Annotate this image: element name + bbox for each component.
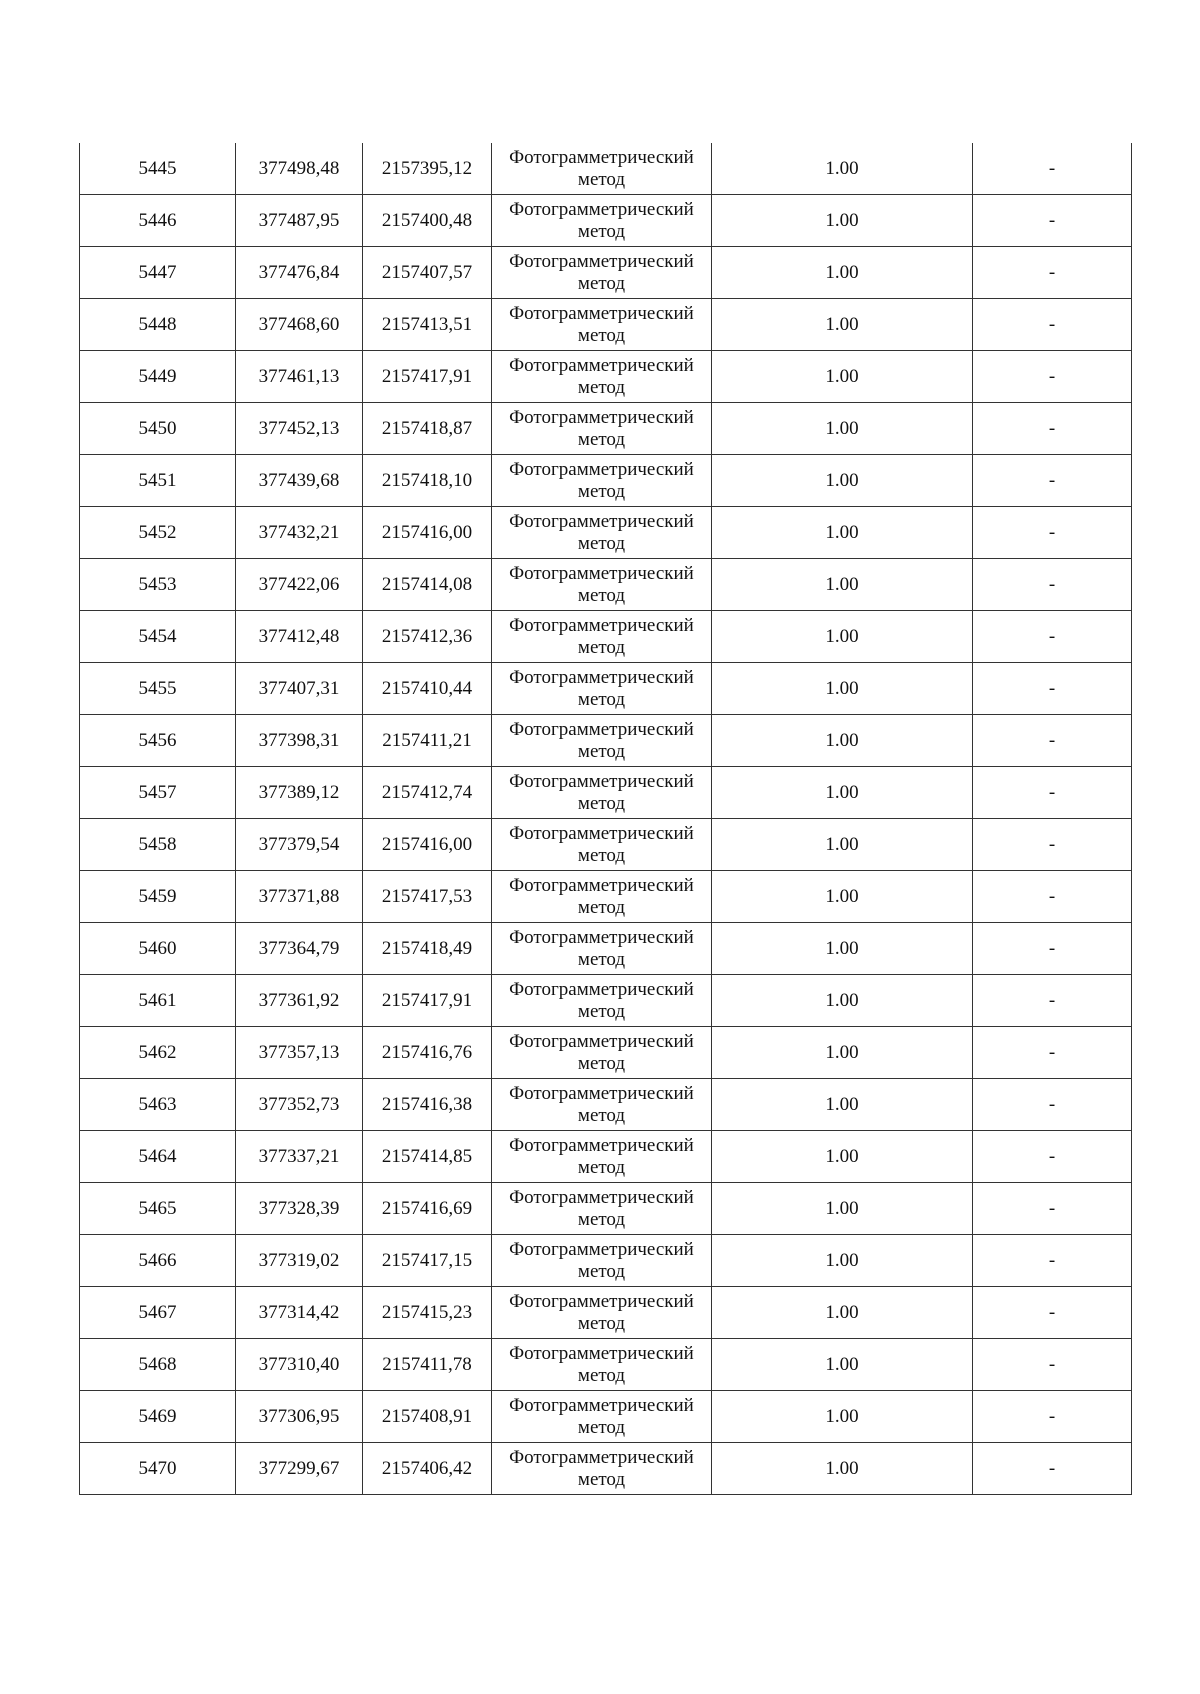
- y-coordinate-cell: 2157410,44: [363, 663, 492, 715]
- x-coordinate-cell: 377432,21: [236, 507, 363, 559]
- table-row: [80, 611, 1132, 663]
- table-row: [80, 663, 1132, 715]
- method-line2: метод: [577, 740, 626, 762]
- table-row: [80, 871, 1132, 923]
- method-line2: метод: [577, 532, 626, 554]
- table-row: [80, 767, 1132, 819]
- point-number-cell: 5455: [80, 663, 236, 715]
- method-line1: Фотограмметрический: [509, 1082, 694, 1104]
- x-coordinate-cell: 377468,60: [236, 299, 363, 351]
- method-cell: [492, 715, 712, 767]
- method-line1: Фотограмметрический: [509, 614, 694, 636]
- description-cell: -: [973, 923, 1132, 975]
- method-line1: Фотограмметрический: [509, 978, 694, 1000]
- method-cell: [492, 403, 712, 455]
- method-cell: [492, 975, 712, 1027]
- point-number-cell: 5463: [80, 1079, 236, 1131]
- point-number-cell: 5448: [80, 299, 236, 351]
- method-cell: [492, 299, 712, 351]
- method-line2: метод: [577, 948, 626, 970]
- method-line1: Фотограмметрический: [509, 562, 694, 584]
- table-row: [80, 1391, 1132, 1443]
- table-row: [80, 1027, 1132, 1079]
- method-line2: метод: [577, 636, 626, 658]
- accuracy-cell: 1.00: [712, 923, 973, 975]
- method-line1: Фотограмметрический: [509, 198, 694, 220]
- table-row: [80, 1339, 1132, 1391]
- description-cell: -: [973, 403, 1132, 455]
- method-line2: метод: [577, 480, 626, 502]
- accuracy-cell: 1.00: [712, 403, 973, 455]
- point-number-cell: 5445: [80, 143, 236, 195]
- accuracy-cell: 1.00: [712, 1131, 973, 1183]
- method-line2: метод: [577, 1156, 626, 1178]
- description-cell: -: [973, 715, 1132, 767]
- method-line1: Фотограмметрический: [509, 1134, 694, 1156]
- accuracy-cell: 1.00: [712, 1339, 973, 1391]
- table-row: [80, 351, 1132, 403]
- method-line1: Фотограмметрический: [509, 1030, 694, 1052]
- accuracy-cell: 1.00: [712, 299, 973, 351]
- y-coordinate-cell: 2157417,91: [363, 975, 492, 1027]
- accuracy-cell: 1.00: [712, 455, 973, 507]
- method-line1: Фотограмметрический: [509, 1446, 694, 1468]
- y-coordinate-cell: 2157416,00: [363, 819, 492, 871]
- y-coordinate-cell: 2157408,91: [363, 1391, 492, 1443]
- x-coordinate-cell: 377398,31: [236, 715, 363, 767]
- x-coordinate-cell: 377439,68: [236, 455, 363, 507]
- method-line1: Фотограмметрический: [509, 1394, 694, 1416]
- x-coordinate-cell: 377361,92: [236, 975, 363, 1027]
- point-number-cell: 5452: [80, 507, 236, 559]
- description-cell: -: [973, 351, 1132, 403]
- table-row: [80, 1235, 1132, 1287]
- method-line2: метод: [577, 1416, 626, 1438]
- point-number-cell: 5461: [80, 975, 236, 1027]
- y-coordinate-cell: 2157416,76: [363, 1027, 492, 1079]
- x-coordinate-cell: 377357,13: [236, 1027, 363, 1079]
- method-line2: метод: [577, 220, 626, 242]
- method-line1: Фотограмметрический: [509, 406, 694, 428]
- y-coordinate-cell: 2157407,57: [363, 247, 492, 299]
- method-line1: Фотограмметрический: [509, 926, 694, 948]
- x-coordinate-cell: 377337,21: [236, 1131, 363, 1183]
- description-cell: -: [973, 299, 1132, 351]
- method-line1: Фотограмметрический: [509, 146, 694, 168]
- x-coordinate-cell: 377461,13: [236, 351, 363, 403]
- method-line2: метод: [577, 1260, 626, 1282]
- accuracy-cell: 1.00: [712, 351, 973, 403]
- accuracy-cell: 1.00: [712, 1391, 973, 1443]
- point-number-cell: 5450: [80, 403, 236, 455]
- method-line1: Фотограмметрический: [509, 1290, 694, 1312]
- description-cell: -: [973, 663, 1132, 715]
- point-number-cell: 5447: [80, 247, 236, 299]
- y-coordinate-cell: 2157417,91: [363, 351, 492, 403]
- method-line2: метод: [577, 1208, 626, 1230]
- accuracy-cell: 1.00: [712, 1183, 973, 1235]
- point-number-cell: 5446: [80, 195, 236, 247]
- method-line2: метод: [577, 1000, 626, 1022]
- x-coordinate-cell: 377306,95: [236, 1391, 363, 1443]
- y-coordinate-cell: 2157400,48: [363, 195, 492, 247]
- y-coordinate-cell: 2157416,69: [363, 1183, 492, 1235]
- x-coordinate-cell: 377352,73: [236, 1079, 363, 1131]
- description-cell: -: [973, 507, 1132, 559]
- point-number-cell: 5458: [80, 819, 236, 871]
- method-line1: Фотограмметрический: [509, 1238, 694, 1260]
- point-number-cell: 5470: [80, 1443, 236, 1495]
- table-row: [80, 1079, 1132, 1131]
- method-cell: [492, 663, 712, 715]
- accuracy-cell: 1.00: [712, 611, 973, 663]
- table-row: [80, 143, 1132, 195]
- point-number-cell: 5466: [80, 1235, 236, 1287]
- accuracy-cell: 1.00: [712, 819, 973, 871]
- method-line2: метод: [577, 272, 626, 294]
- x-coordinate-cell: 377389,12: [236, 767, 363, 819]
- description-cell: -: [973, 143, 1132, 195]
- accuracy-cell: 1.00: [712, 1235, 973, 1287]
- point-number-cell: 5469: [80, 1391, 236, 1443]
- table-row: [80, 1287, 1132, 1339]
- table-row: [80, 819, 1132, 871]
- method-line2: метод: [577, 1364, 626, 1386]
- method-cell: [492, 195, 712, 247]
- y-coordinate-cell: 2157414,85: [363, 1131, 492, 1183]
- table-row: [80, 299, 1132, 351]
- description-cell: -: [973, 455, 1132, 507]
- y-coordinate-cell: 2157414,08: [363, 559, 492, 611]
- accuracy-cell: 1.00: [712, 195, 973, 247]
- method-cell: [492, 455, 712, 507]
- description-cell: -: [973, 1287, 1132, 1339]
- y-coordinate-cell: 2157413,51: [363, 299, 492, 351]
- method-line1: Фотограмметрический: [509, 770, 694, 792]
- accuracy-cell: 1.00: [712, 507, 973, 559]
- description-cell: -: [973, 559, 1132, 611]
- method-line2: метод: [577, 792, 626, 814]
- point-number-cell: 5464: [80, 1131, 236, 1183]
- description-cell: -: [973, 1235, 1132, 1287]
- description-cell: -: [973, 975, 1132, 1027]
- method-line2: метод: [577, 428, 626, 450]
- accuracy-cell: 1.00: [712, 975, 973, 1027]
- table-row: [80, 559, 1132, 611]
- table-row: [80, 195, 1132, 247]
- y-coordinate-cell: 2157395,12: [363, 143, 492, 195]
- method-line1: Фотограмметрический: [509, 718, 694, 740]
- accuracy-cell: 1.00: [712, 559, 973, 611]
- table-row: [80, 1131, 1132, 1183]
- method-line1: Фотограмметрический: [509, 822, 694, 844]
- point-number-cell: 5453: [80, 559, 236, 611]
- method-line1: Фотограмметрический: [509, 354, 694, 376]
- x-coordinate-cell: 377319,02: [236, 1235, 363, 1287]
- method-line2: метод: [577, 1312, 626, 1334]
- accuracy-cell: 1.00: [712, 715, 973, 767]
- y-coordinate-cell: 2157415,23: [363, 1287, 492, 1339]
- accuracy-cell: 1.00: [712, 1287, 973, 1339]
- x-coordinate-cell: 377379,54: [236, 819, 363, 871]
- y-coordinate-cell: 2157411,21: [363, 715, 492, 767]
- method-cell: [492, 1287, 712, 1339]
- x-coordinate-cell: 377476,84: [236, 247, 363, 299]
- description-cell: -: [973, 195, 1132, 247]
- table-row: [80, 975, 1132, 1027]
- accuracy-cell: 1.00: [712, 247, 973, 299]
- method-cell: [492, 767, 712, 819]
- method-line2: метод: [577, 376, 626, 398]
- x-coordinate-cell: 377364,79: [236, 923, 363, 975]
- table-row: [80, 923, 1132, 975]
- point-number-cell: 5456: [80, 715, 236, 767]
- y-coordinate-cell: 2157416,38: [363, 1079, 492, 1131]
- x-coordinate-cell: 377422,06: [236, 559, 363, 611]
- point-number-cell: 5460: [80, 923, 236, 975]
- x-coordinate-cell: 377328,39: [236, 1183, 363, 1235]
- point-number-cell: 5449: [80, 351, 236, 403]
- method-line1: Фотограмметрический: [509, 1186, 694, 1208]
- method-cell: [492, 507, 712, 559]
- method-cell: [492, 1443, 712, 1495]
- method-line2: метод: [577, 584, 626, 606]
- x-coordinate-cell: 377310,40: [236, 1339, 363, 1391]
- description-cell: -: [973, 819, 1132, 871]
- point-number-cell: 5451: [80, 455, 236, 507]
- table-row: [80, 1183, 1132, 1235]
- method-cell: [492, 1235, 712, 1287]
- point-number-cell: 5468: [80, 1339, 236, 1391]
- accuracy-cell: 1.00: [712, 1027, 973, 1079]
- accuracy-cell: 1.00: [712, 1079, 973, 1131]
- point-number-cell: 5467: [80, 1287, 236, 1339]
- description-cell: -: [973, 1443, 1132, 1495]
- method-line1: Фотограмметрический: [509, 510, 694, 532]
- description-cell: -: [973, 1339, 1132, 1391]
- accuracy-cell: 1.00: [712, 663, 973, 715]
- description-cell: -: [973, 611, 1132, 663]
- table-row: [80, 247, 1132, 299]
- method-cell: [492, 1339, 712, 1391]
- table-row: [80, 715, 1132, 767]
- method-line1: Фотограмметрический: [509, 250, 694, 272]
- method-line2: метод: [577, 844, 626, 866]
- method-line1: Фотограмметрический: [509, 302, 694, 324]
- x-coordinate-cell: 377299,67: [236, 1443, 363, 1495]
- y-coordinate-cell: 2157418,87: [363, 403, 492, 455]
- method-line1: Фотограмметрический: [509, 1342, 694, 1364]
- method-cell: [492, 871, 712, 923]
- y-coordinate-cell: 2157412,74: [363, 767, 492, 819]
- y-coordinate-cell: 2157417,15: [363, 1235, 492, 1287]
- method-line1: Фотограмметрический: [509, 458, 694, 480]
- description-cell: -: [973, 1391, 1132, 1443]
- method-cell: [492, 819, 712, 871]
- point-number-cell: 5457: [80, 767, 236, 819]
- coordinates-table: [79, 143, 1132, 1495]
- x-coordinate-cell: 377498,48: [236, 143, 363, 195]
- table-row: [80, 403, 1132, 455]
- method-cell: [492, 923, 712, 975]
- method-line2: метод: [577, 896, 626, 918]
- x-coordinate-cell: 377412,48: [236, 611, 363, 663]
- y-coordinate-cell: 2157406,42: [363, 1443, 492, 1495]
- description-cell: -: [973, 1027, 1132, 1079]
- description-cell: -: [973, 871, 1132, 923]
- x-coordinate-cell: 377452,13: [236, 403, 363, 455]
- method-cell: [492, 1079, 712, 1131]
- y-coordinate-cell: 2157412,36: [363, 611, 492, 663]
- y-coordinate-cell: 2157417,53: [363, 871, 492, 923]
- point-number-cell: 5459: [80, 871, 236, 923]
- point-number-cell: 5454: [80, 611, 236, 663]
- description-cell: -: [973, 1079, 1132, 1131]
- method-cell: [492, 1391, 712, 1443]
- table-row: [80, 455, 1132, 507]
- method-cell: [492, 1131, 712, 1183]
- accuracy-cell: 1.00: [712, 1443, 973, 1495]
- method-cell: [492, 351, 712, 403]
- method-line1: Фотограмметрический: [509, 666, 694, 688]
- description-cell: -: [973, 1131, 1132, 1183]
- accuracy-cell: 1.00: [712, 767, 973, 819]
- table-row: [80, 507, 1132, 559]
- method-line2: метод: [577, 168, 626, 190]
- accuracy-cell: 1.00: [712, 143, 973, 195]
- method-line2: метод: [577, 1052, 626, 1074]
- y-coordinate-cell: 2157418,10: [363, 455, 492, 507]
- method-cell: [492, 1027, 712, 1079]
- description-cell: -: [973, 767, 1132, 819]
- description-cell: -: [973, 247, 1132, 299]
- y-coordinate-cell: 2157416,00: [363, 507, 492, 559]
- table-row: [80, 1443, 1132, 1495]
- method-cell: [492, 611, 712, 663]
- method-line2: метод: [577, 1468, 626, 1490]
- accuracy-cell: 1.00: [712, 871, 973, 923]
- method-cell: [492, 247, 712, 299]
- method-line2: метод: [577, 1104, 626, 1126]
- method-cell: [492, 1183, 712, 1235]
- description-cell: -: [973, 1183, 1132, 1235]
- x-coordinate-cell: 377371,88: [236, 871, 363, 923]
- x-coordinate-cell: 377407,31: [236, 663, 363, 715]
- method-line1: Фотограмметрический: [509, 874, 694, 896]
- method-line2: метод: [577, 324, 626, 346]
- method-cell: [492, 559, 712, 611]
- x-coordinate-cell: 377487,95: [236, 195, 363, 247]
- point-number-cell: 5462: [80, 1027, 236, 1079]
- method-line2: метод: [577, 688, 626, 710]
- x-coordinate-cell: 377314,42: [236, 1287, 363, 1339]
- method-cell: [492, 143, 712, 195]
- y-coordinate-cell: 2157411,78: [363, 1339, 492, 1391]
- point-number-cell: 5465: [80, 1183, 236, 1235]
- y-coordinate-cell: 2157418,49: [363, 923, 492, 975]
